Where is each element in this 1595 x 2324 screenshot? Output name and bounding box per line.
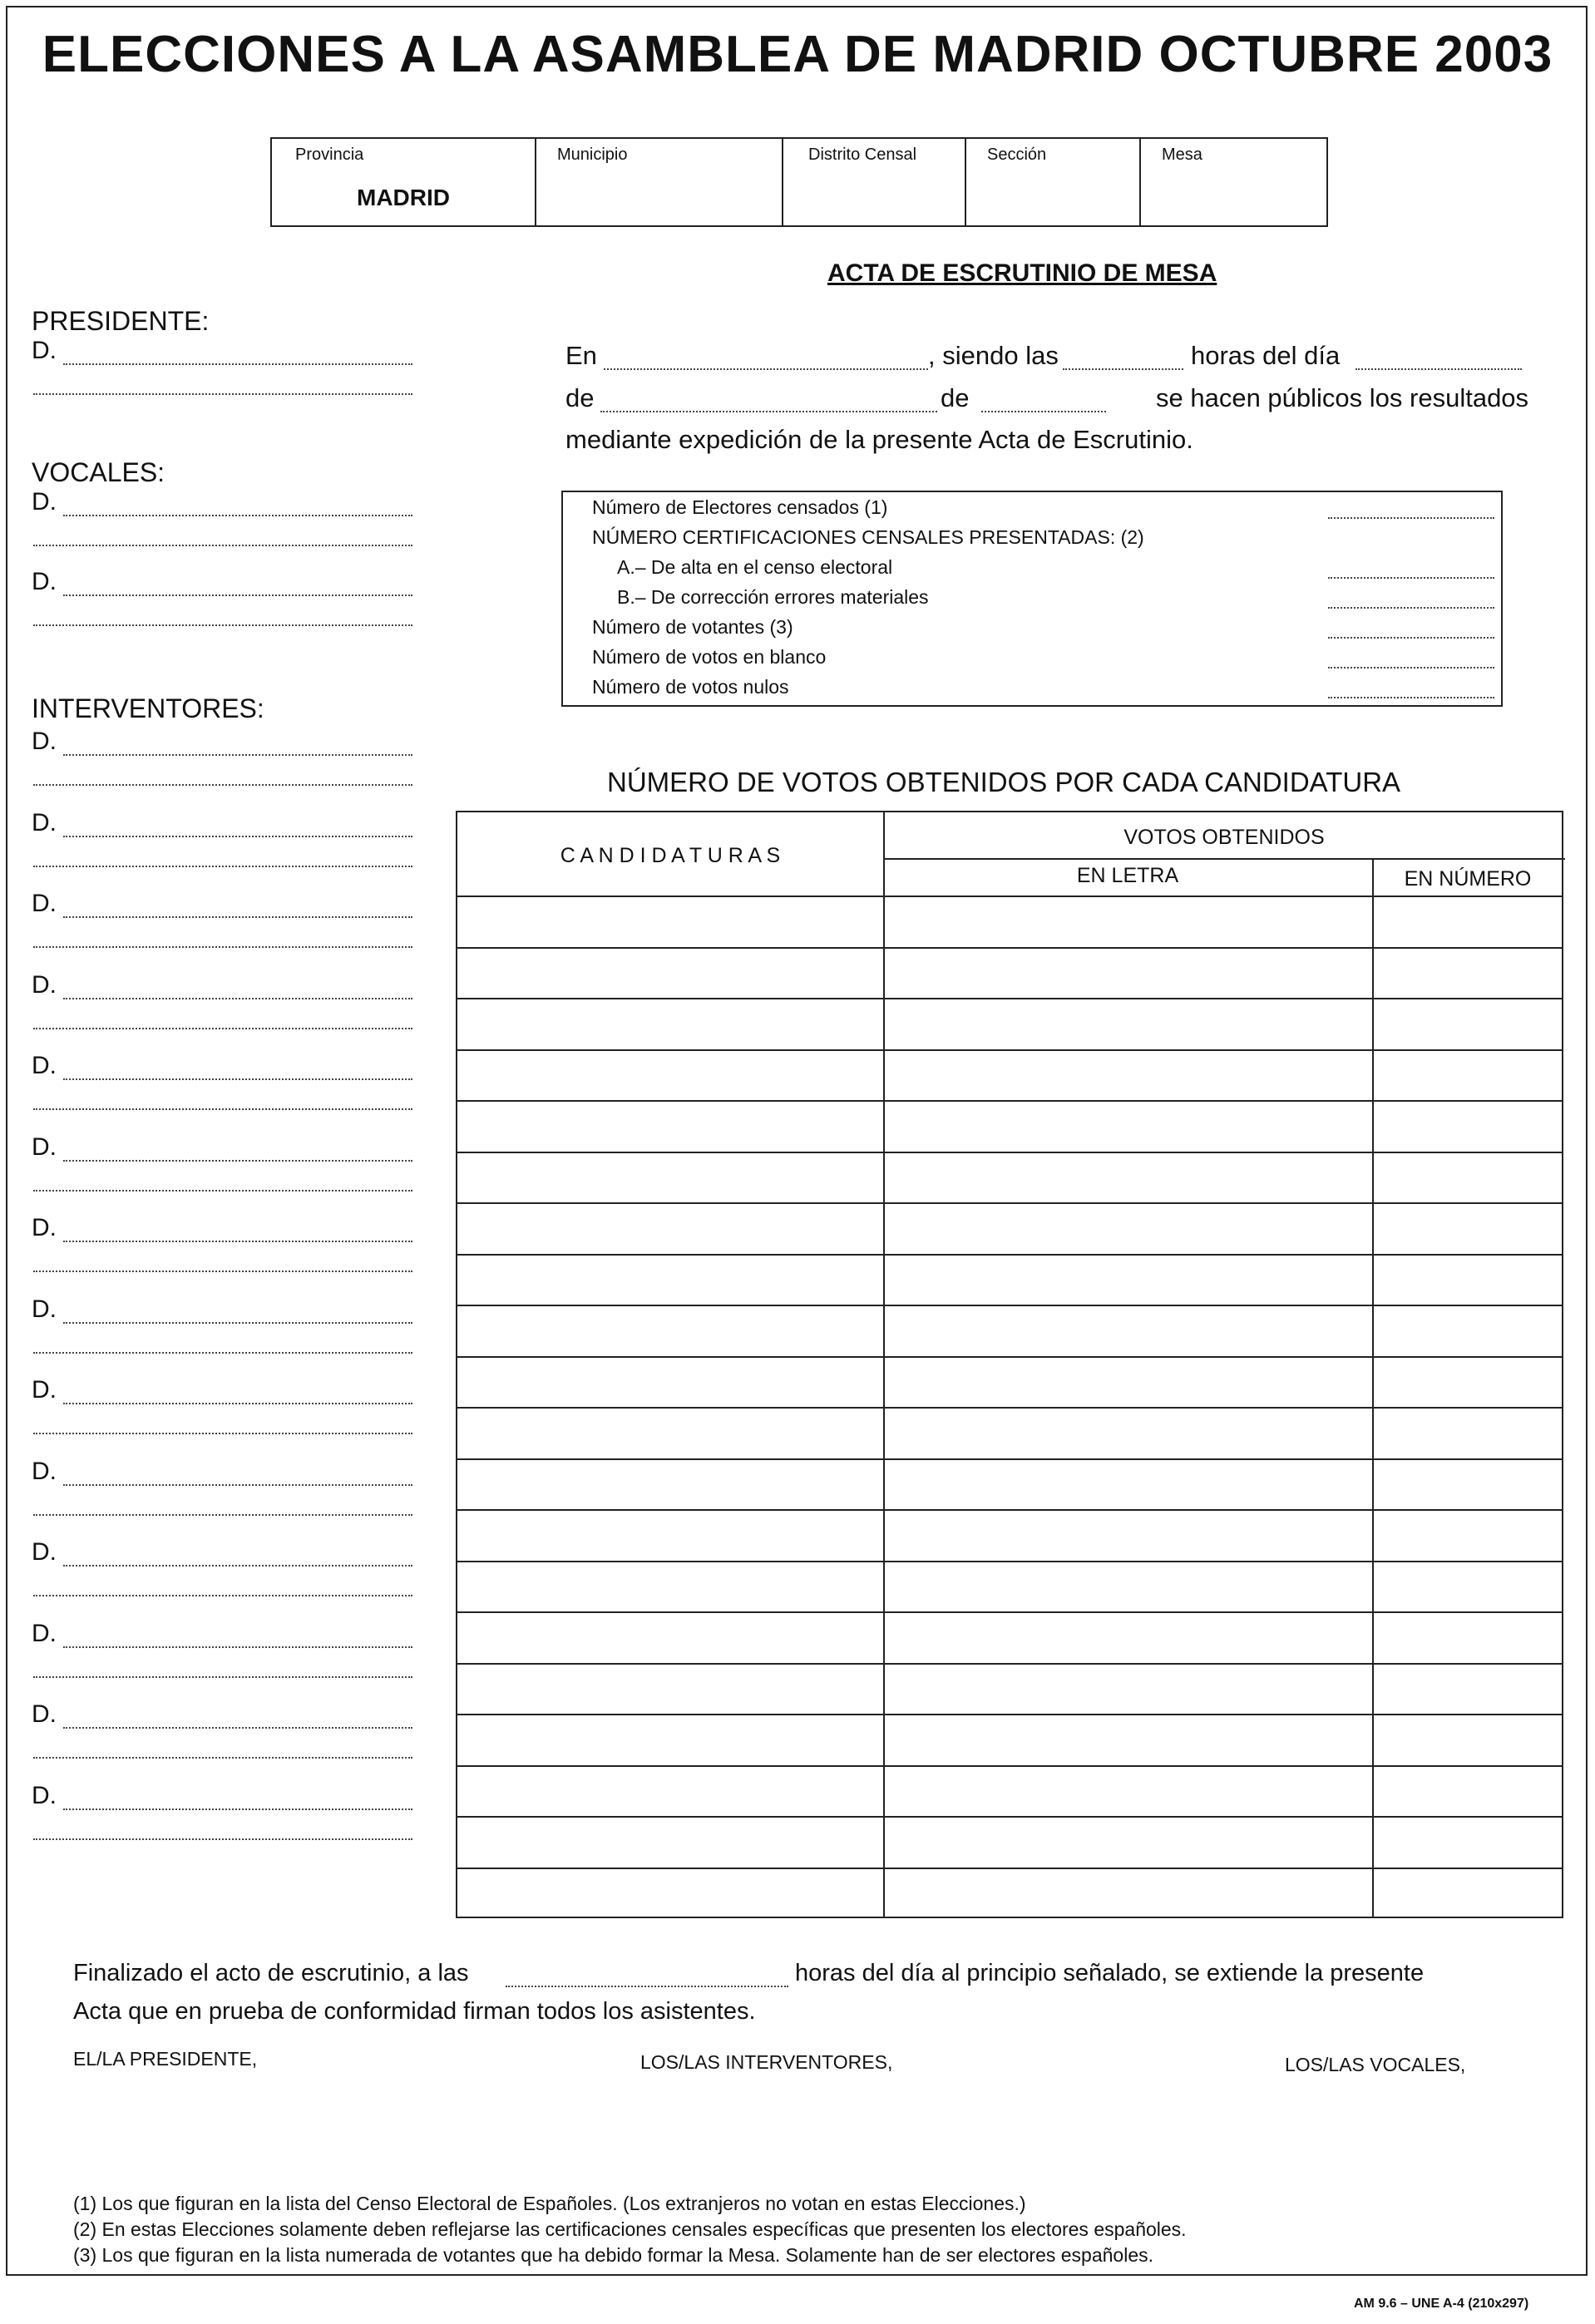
intro-de-1: de (565, 383, 595, 412)
votos-letra-cell[interactable] (883, 1202, 1372, 1254)
votantes-field[interactable] (1328, 637, 1494, 639)
signatory-name-field-continued[interactable] (33, 393, 412, 395)
distrito-label: Distrito Censal (808, 146, 917, 164)
acta-title: ACTA DE ESCRUTINIO DE MESA (827, 259, 1217, 287)
votos-numero-cell[interactable] (1372, 1407, 1563, 1458)
vocales-heading: VOCALES: (32, 457, 165, 487)
d-prefix-label: D. (32, 1700, 57, 1728)
signatory-name-field-continued[interactable] (33, 1595, 412, 1596)
signatory-name-field[interactable] (63, 836, 412, 837)
intro-hacen: se hacen públicos los resultados (1156, 383, 1529, 412)
candidatura-cell[interactable] (457, 998, 883, 1049)
presidente-signature-label: EL/LA PRESIDENTE, (73, 2048, 258, 2070)
candidatura-cell[interactable] (457, 1714, 883, 1765)
signatory-name-field-continued[interactable] (33, 1676, 412, 1678)
page-title: ELECCIONES A LA ASAMBLEA DE MADRID OCTUBRE 2003 (42, 26, 1553, 83)
en-letra-header: EN LETRA (1076, 864, 1179, 887)
signatory-name-field[interactable] (63, 595, 412, 596)
signatory-name-field-continued[interactable] (33, 1757, 412, 1759)
votos-letra-cell[interactable] (883, 1407, 1372, 1458)
signatory-name-field-continued[interactable] (33, 624, 412, 626)
signatory-name-field[interactable] (63, 1322, 412, 1324)
candidaturas-header: C A N D I D A T U R A S (560, 844, 781, 867)
candidatura-cell[interactable] (457, 947, 883, 999)
signatory-name-field[interactable] (63, 1484, 412, 1486)
d-prefix-label: D. (32, 1214, 57, 1241)
candidatura-cell[interactable] (457, 1356, 883, 1408)
month-field[interactable] (600, 411, 937, 412)
note-2: (2) En estas Elecciones solamente deben reflejarse las certificaciones censales específicas que presenten los electores españoles. (73, 2218, 1187, 2240)
nulos-label: Número de votos nulos (592, 676, 789, 698)
d-prefix-label: D. (32, 1619, 57, 1647)
candidatura-cell[interactable] (457, 1509, 883, 1561)
alta-field[interactable] (1328, 577, 1494, 579)
d-prefix-label: D. (32, 1538, 57, 1566)
votos-letra-cell[interactable] (883, 1714, 1372, 1765)
votos-numero-cell[interactable] (1372, 1152, 1563, 1203)
votos-numero-cell[interactable] (1372, 1561, 1563, 1612)
closing-text-2: Acta que en prueba de conformidad firman todos los asistentes. (73, 1998, 756, 2025)
candidatura-cell[interactable] (457, 896, 883, 947)
intro-en: En (565, 341, 597, 370)
signatory-name-field[interactable] (63, 1403, 412, 1404)
intro-de-2: de (941, 383, 970, 412)
votos-letra-cell[interactable] (883, 1152, 1372, 1203)
votos-letra-cell[interactable] (883, 1765, 1372, 1817)
votos-numero-cell[interactable] (1372, 1611, 1563, 1663)
signatory-name-field-continued[interactable] (33, 1271, 412, 1272)
votos-numero-cell[interactable] (1372, 1305, 1563, 1356)
votos-letra-cell[interactable] (883, 1049, 1372, 1101)
signatory-name-field-continued[interactable] (33, 866, 412, 867)
signatory-name-field-continued[interactable] (33, 946, 412, 948)
d-prefix-label: D. (32, 970, 57, 999)
d-prefix-label: D. (32, 890, 57, 917)
start-hour-field[interactable] (1063, 368, 1183, 370)
signatory-name-field[interactable] (63, 1646, 412, 1648)
mesa-label: Mesa (1162, 146, 1202, 164)
d-prefix-label: D. (32, 1376, 57, 1404)
votes-table (456, 811, 1563, 1918)
interventores-signature-label: LOS/LAS INTERVENTORES, (640, 2051, 893, 2073)
candidatura-cell[interactable] (457, 1458, 883, 1510)
end-hour-field[interactable] (506, 1986, 788, 1987)
votos-numero-cell[interactable] (1372, 1458, 1563, 1510)
electores-label: Número de Electores censados (1) (592, 496, 888, 518)
header-split-line (883, 858, 1565, 860)
place-field[interactable] (604, 368, 928, 370)
votos-letra-cell[interactable] (883, 1868, 1372, 1919)
votos-numero-cell[interactable] (1372, 998, 1563, 1049)
votos-letra-cell[interactable] (883, 1663, 1372, 1715)
d-prefix-label: D. (32, 337, 57, 364)
signatory-name-field[interactable] (63, 1078, 412, 1080)
votos-letra-cell[interactable] (883, 1100, 1372, 1152)
candidatura-cell[interactable] (457, 1152, 883, 1203)
candidatura-cell[interactable] (457, 1049, 883, 1101)
intro-horas: horas del día (1191, 341, 1341, 370)
location-id-box (270, 137, 1328, 227)
closing-text-1a: Finalizado el acto de escrutinio, a las (73, 1960, 469, 1986)
provincia-cell[interactable] (272, 139, 536, 225)
d-prefix-label: D. (32, 1457, 57, 1485)
candidatura-cell[interactable] (457, 1100, 883, 1152)
vocales-signature-label: LOS/LAS VOCALES, (1285, 2054, 1466, 2075)
note-1: (1) Los que figuran en la lista del Censo Electoral de Españoles. (Los extranjeros no votan en estas Elecciones.) (73, 2193, 1026, 2214)
signatory-name-field[interactable] (63, 754, 412, 756)
note-3: (3) Los que figuran en la lista numerada de votantes que ha debido formar la Mesa. Solamente han de ser electores españoles. (73, 2244, 1154, 2266)
votos-letra-cell[interactable] (883, 896, 1372, 947)
year-field[interactable] (981, 411, 1106, 412)
candidatura-cell[interactable] (457, 1561, 883, 1612)
votos-letra-cell[interactable] (883, 1509, 1372, 1561)
votos-letra-cell[interactable] (883, 1458, 1372, 1510)
candidatura-cell[interactable] (457, 1202, 883, 1254)
signatory-name-field[interactable] (63, 363, 412, 365)
candidatura-cell[interactable] (457, 1611, 883, 1663)
municipio-cell[interactable] (536, 139, 783, 225)
certificaciones-label: NÚMERO CERTIFICACIONES CENSALES PRESENTADAS: (2) (592, 526, 1144, 548)
correccion-label: B.– De corrección errores materiales (617, 586, 929, 608)
signatory-name-field-continued[interactable] (33, 1433, 412, 1434)
votos-obtenidos-header: VOTOS OBTENIDOS (1123, 826, 1325, 849)
municipio-label: Municipio (557, 146, 628, 164)
candidatura-cell[interactable] (457, 1765, 883, 1817)
d-prefix-label: D. (32, 728, 57, 755)
votos-numero-cell[interactable] (1372, 1816, 1563, 1868)
candidatura-cell[interactable] (457, 1663, 883, 1715)
signatory-name-field-continued[interactable] (33, 1028, 412, 1029)
signatory-name-field-continued[interactable] (33, 1108, 412, 1110)
votos-numero-cell[interactable] (1372, 1663, 1563, 1715)
candidatura-cell[interactable] (457, 1868, 883, 1919)
candidatura-cell[interactable] (457, 1407, 883, 1458)
census-box (561, 491, 1503, 707)
intro-mediante: mediante expedición de la presente Acta de Escrutinio. (565, 425, 1193, 454)
votos-letra-cell[interactable] (883, 1561, 1372, 1612)
day-field[interactable] (1356, 368, 1522, 370)
d-prefix-label: D. (32, 1295, 57, 1323)
d-prefix-label: D. (32, 808, 57, 836)
d-prefix-label: D. (32, 488, 57, 516)
distrito-cell[interactable] (783, 139, 966, 225)
votos-numero-cell[interactable] (1372, 1254, 1563, 1305)
signatory-name-field[interactable] (63, 916, 412, 918)
signatory-name-field-continued[interactable] (33, 1838, 412, 1840)
votos-numero-cell[interactable] (1372, 1100, 1563, 1152)
closing-text-1b: horas del día al principio señalado, se extiende la presente (795, 1960, 1425, 1986)
signatory-name-field-continued[interactable] (33, 1190, 412, 1192)
signatory-name-field[interactable] (63, 1565, 412, 1567)
electores-field[interactable] (1328, 517, 1494, 519)
en-numero-header: EN NÚMERO (1404, 867, 1532, 891)
seccion-cell[interactable] (966, 139, 1141, 225)
d-prefix-label: D. (32, 1781, 57, 1809)
signatory-name-field[interactable] (63, 1160, 412, 1162)
signatory-name-field-continued[interactable] (33, 545, 412, 546)
votos-numero-cell[interactable] (1372, 1765, 1563, 1817)
seccion-label: Sección (987, 146, 1047, 164)
form-reference: AM 9.6 – UNE A-4 (210x297) (1354, 2297, 1529, 2311)
signatory-name-field[interactable] (63, 1808, 412, 1810)
votos-numero-cell[interactable] (1372, 1049, 1563, 1101)
votos-letra-cell[interactable] (883, 1254, 1372, 1305)
votos-numero-cell[interactable] (1372, 896, 1563, 947)
candidatura-cell[interactable] (457, 1305, 883, 1356)
provincia-label: Provincia (295, 146, 364, 164)
signatory-name-field-continued[interactable] (33, 784, 412, 786)
signatory-name-field[interactable] (63, 515, 412, 516)
provincia-value: MADRID (357, 185, 450, 210)
d-prefix-label: D. (32, 1052, 57, 1079)
intro-siendo: , siendo las (928, 341, 1059, 370)
votos-letra-cell[interactable] (883, 1611, 1372, 1663)
signatory-name-field[interactable] (63, 998, 412, 999)
d-prefix-label: D. (32, 568, 57, 595)
votos-numero-cell[interactable] (1372, 1714, 1563, 1765)
votos-numero-cell[interactable] (1372, 1868, 1563, 1919)
signatory-name-field-continued[interactable] (33, 1514, 412, 1516)
signatory-name-field-continued[interactable] (33, 1352, 412, 1354)
mesa-cell[interactable] (1141, 139, 1326, 225)
votos-letra-cell[interactable] (883, 1305, 1372, 1356)
blanco-label: Número de votos en blanco (592, 646, 827, 668)
votantes-label: Número de votantes (3) (592, 616, 793, 638)
votos-letra-cell[interactable] (883, 1816, 1372, 1868)
signatory-name-field[interactable] (63, 1241, 412, 1242)
nulos-field[interactable] (1328, 697, 1494, 698)
votos-numero-cell[interactable] (1372, 1202, 1563, 1254)
candidatura-cell[interactable] (457, 1254, 883, 1305)
votos-letra-cell[interactable] (883, 947, 1372, 999)
blanco-field[interactable] (1328, 667, 1494, 669)
candidatura-cell[interactable] (457, 1816, 883, 1868)
votos-numero-cell[interactable] (1372, 1356, 1563, 1408)
alta-label: A.– De alta en el censo electoral (617, 556, 893, 578)
correccion-field[interactable] (1328, 607, 1494, 609)
votos-numero-cell[interactable] (1372, 1509, 1563, 1561)
signatory-name-field[interactable] (63, 1727, 412, 1729)
votos-numero-cell[interactable] (1372, 947, 1563, 999)
votes-section-title: NÚMERO DE VOTOS OBTENIDOS POR CADA CANDIDATURA (607, 767, 1401, 797)
votos-letra-cell[interactable] (883, 1356, 1372, 1408)
interventores-heading: INTERVENTORES: (32, 693, 264, 723)
d-prefix-label: D. (32, 1132, 57, 1161)
presidente-heading: PRESIDENTE: (32, 306, 210, 336)
votos-letra-cell[interactable] (883, 998, 1372, 1049)
